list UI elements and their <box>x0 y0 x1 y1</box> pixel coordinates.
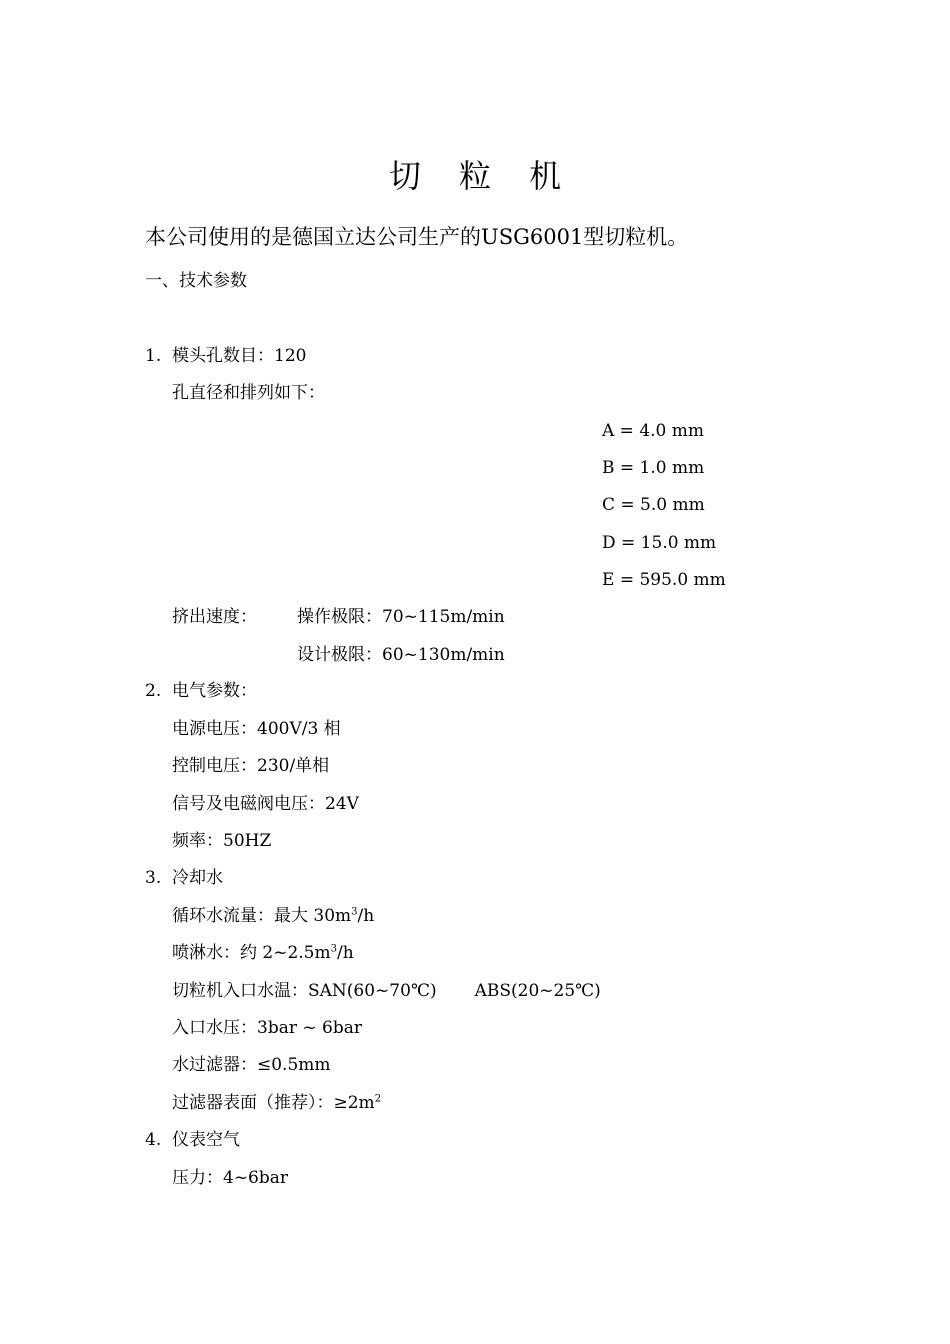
filter-surface: 过滤器表面（推荐）：$\ge 2m^2$ <box>172 1093 382 1113</box>
design-limit: 设计极限：60~130m/min <box>297 645 505 665</box>
control-voltage: 控制电压：230/单相 <box>172 756 330 776</box>
item-2-label: 电气参数： <box>172 681 257 701</box>
item-1-label: 模头孔数目：120 <box>172 346 307 366</box>
dimension-e: E = 595.0 mm <box>602 570 726 590</box>
circulating-water-flow: 循环水流量：最大 $30m^3/h$ <box>172 906 375 926</box>
dimension-d: D = 15.0 mm <box>602 533 717 553</box>
page-title: 切 粒 机 <box>388 157 576 195</box>
item-2-heading <box>145 679 257 703</box>
signal-voltage: 信号及电磁阀电压：24V <box>172 794 359 814</box>
dimension-a: A = 4.0 mm <box>602 421 705 441</box>
item-3-number: 3. <box>145 868 162 888</box>
item-4-number: 4. <box>145 1130 162 1150</box>
water-filter: 水过滤器：≤0.5mm <box>172 1055 331 1075</box>
dimension-c: C = 5.0 mm <box>602 495 705 515</box>
temp-san: 切粒机入口水温：SAN(60~70℃) <box>172 981 437 1001</box>
temp-abs: ABS(20~25℃) <box>474 981 601 1001</box>
item-3-label: 冷却水 <box>172 868 223 888</box>
operating-limit: 操作极限：70~115m/min <box>297 607 505 627</box>
section-heading: 一、技术参数 <box>145 271 247 291</box>
item-4-label: 仪表空气 <box>172 1130 240 1150</box>
intro-paragraph: 本公司使用的是德国立达公司生产的USG6001型切粒机。 <box>145 225 689 249</box>
item-4-heading <box>145 1128 240 1152</box>
instrument-air-pressure: 压力：4~6bar <box>172 1168 289 1188</box>
dimension-b: B = 1.0 mm <box>602 458 705 478</box>
item-3-heading <box>145 866 223 890</box>
spray-water: 喷淋水：约 $2\sim 2.5m^3/h$ <box>172 943 354 963</box>
extrusion-speed-label: 挤出速度： <box>172 607 257 627</box>
frequency: 频率：50HZ <box>172 831 272 851</box>
item-2-number: 2. <box>145 681 162 701</box>
item-1-number: 1. <box>145 346 162 366</box>
item-1-heading <box>145 344 306 368</box>
inlet-water-temp <box>172 979 601 1003</box>
holes-label: 孔直径和排列如下： <box>172 383 325 403</box>
inlet-water-pressure: 入口水压：3bar ~ 6bar <box>172 1018 362 1038</box>
power-voltage: 电源电压：400V/3 相 <box>172 719 341 739</box>
